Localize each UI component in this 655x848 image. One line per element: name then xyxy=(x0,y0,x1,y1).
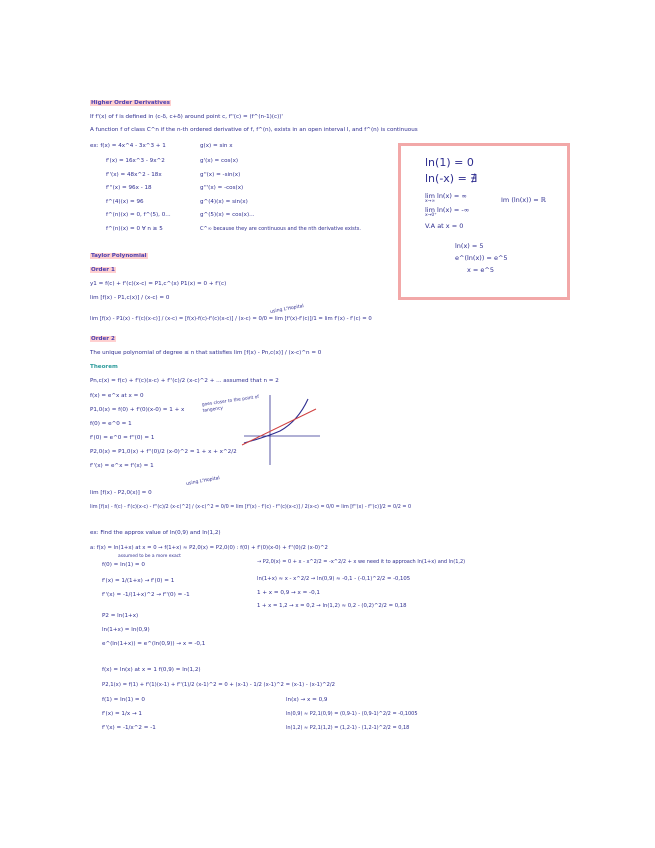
limit-check-1: lim [f(x) - P2,0(x)] = 0 xyxy=(90,490,152,496)
exp-line: f''(x) = e^x = f'(x) = 1 xyxy=(90,463,154,469)
box-eq-2: e^(ln(x)) = e^5 xyxy=(455,254,508,262)
sine-line: g^(5)(x) = cos(x)... xyxy=(200,212,255,218)
box-limit-2-sub: x→0⁺ xyxy=(425,213,437,218)
approx-b-line: f''(x) = -1/x^2 = -1 xyxy=(102,725,156,731)
exp-line: f'(0) = e^0 = f''(0) = 1 xyxy=(90,435,155,441)
order1-line-1: y1 = f(c) + f'(c)(x-c) = P1,c^(x) P1(x) = 0 + f'(c) xyxy=(90,281,227,287)
box-limit-2: lim ln(x) = -∞ xyxy=(425,206,470,214)
approx-right-line: 1 + x = 1,2 → x = 0,2 → ln(1,2) ≈ 0,2 - (0,2)^2/2 = 0,18 xyxy=(257,603,407,609)
theorem-line: Pn,c(x) = f(c) + f'(c)(x-c) + f''(c)/2 (x-c)^2 + ... assumed that n = 2 xyxy=(90,378,279,384)
exp-line: f(x) = e^x at x = 0 xyxy=(90,393,144,399)
order2-heading: Order 2 xyxy=(91,336,115,342)
graph-note: goes closer to the point of tangency xyxy=(201,394,260,414)
lhopital-note: using L'Hopital xyxy=(269,304,305,315)
box-asymptote: V.A at x = 0 xyxy=(425,222,464,230)
limit-check-2: lim [f(x) - f(c) - f'(c)(x-c) - f''(c)/2 (x-c)^2] / (x-c)^2 = 0/0 = lim [f'(x) - f'(c) - f''(c)(x-c)] / 2(x-c) = 0/0 = lim [f''(x) - f''(c)]/2 = 0/2 = 0 xyxy=(90,504,412,510)
sine-note: C^∞ because they are continuous and the nth derivative exists. xyxy=(200,226,361,232)
approx-right-line: 1 + x = 0,9 → x = -0,1 xyxy=(257,590,320,596)
taylor-approx-graph xyxy=(236,393,326,465)
approx-heading: ex: Find the approx value of ln(0,9) and ln(1,2) xyxy=(90,530,221,536)
approx-b-line: P2,1(x) = f(1) + f'(1)(x-1) + f''(1)/2 (x-1)^2 = 0 + (x-1) - 1/2 (x-1)^2 = (x-1) - (x-1)^2/2 xyxy=(102,682,336,688)
approx-left-line: f'(x) = 1/(1+x) → f'(0) = 1 xyxy=(102,578,175,584)
approx-b-line: f'(x) = 1/x → 1 xyxy=(102,711,142,717)
sine-line: g(x) = sin x xyxy=(200,143,233,149)
exp-line: f(0) = e^0 = 1 xyxy=(90,421,132,427)
approx-left-line: P2 = ln(1+x) xyxy=(102,613,139,619)
order2-line: The unique polynomial of degree ≤ n that satisfies lim [f(x) - Pn,c(x)] / (x-c)^n = 0 xyxy=(90,350,322,356)
approx-b-line: f(x) = ln(x) at x = 1 f(0,9) = ln(1,2) xyxy=(102,667,201,673)
box-eq-3: x = e^5 xyxy=(467,266,495,274)
poly-line: f'(x) = 16x^3 - 9x^2 xyxy=(106,158,165,164)
tangent-line xyxy=(242,409,316,445)
poly-line: f^(4)(x) = 96 xyxy=(106,199,144,205)
sine-line: g^(4)(x) = sin(x) xyxy=(200,199,248,205)
sine-line: g'''(x) = -cos(x) xyxy=(200,185,244,191)
approx-right-line: → P2,0(x) = 0 + x - x^2/2 = -x^2/2 + x we need it to approach ln(1+x) and ln(1,2) xyxy=(257,559,466,565)
sine-line: g'(x) = cos(x) xyxy=(200,158,239,164)
approx-left-line: e^(ln(1+x)) = e^(ln(0,9)) → x = -0,1 xyxy=(102,641,206,647)
poly-line: f'''(x) = 96x - 18 xyxy=(106,185,152,191)
box-limit-1: lim ln(x) = ∞ xyxy=(425,192,467,200)
class-definition-line: A function f of class C^n if the n-th ordered derivative of f, f^(n), exists in an open interval I, and f^(n) is continuous xyxy=(90,127,418,133)
approx-left-line: ln(1+x) = ln(0,9) xyxy=(102,627,150,633)
order1-line-3: lim [f(x) - P1(x) - f'(c)(x-c)] / (x-c) = [f(x)-f(c)-f'(c)(x-c)] / (x-c) = 0/0 = lim [f'(x)-f'(c)]/1 = lim f'(x) - f'(c) = 0 xyxy=(90,316,372,322)
approx-b-right-line: ln(1,2) ≈ P2,1(1,2) = (1,2-1) - (1,2-1)^2/2 = 0,18 xyxy=(286,725,410,731)
approx-left-line: f''(x) = -1/(1+x)^2 → f''(0) = -1 xyxy=(102,592,190,598)
box-limit-1-sub: x→∞ xyxy=(425,199,436,204)
lhopital-note-2: using L'Hopital xyxy=(185,476,221,487)
taylor-heading: Taylor Polynomial xyxy=(91,253,147,259)
box-line-2: ln(-x) = ∄ xyxy=(425,172,478,185)
approx-sub-note: assumed to be a more exact xyxy=(118,554,181,559)
box-eq-1: ln(x) = 5 xyxy=(455,242,484,250)
definition-line: If f'(x) of f is defined in (c-δ, c+δ) around point c, f''(c) = (f^(n-1)(c))' xyxy=(90,114,283,120)
poly-line: f''(x) = 48x^2 - 18x xyxy=(106,172,162,178)
approx-b-right-line: ln(x) → x = 0,9 xyxy=(286,697,328,703)
order1-heading: Order 1 xyxy=(91,267,115,273)
order1-line-2: lim [f(x) - P1,c(x)] / (x-c) = 0 xyxy=(90,295,170,301)
log-notes-box xyxy=(398,143,570,300)
poly-line: ex: f(x) = 4x^4 - 3x^3 + 1 xyxy=(90,143,166,149)
approx-b-line: f(1) = ln(1) = 0 xyxy=(102,697,145,703)
exp-line: P1,0(x) = f(0) + f'(0)(x-0) = 1 + x xyxy=(90,407,185,413)
approx-main-line: a: f(x) = ln(1+x) at x = 0 → f(1+x) ≈ P2,0(x) = P2,0(0) : f(0) + f'(0)(x-0) + f''(0)/2 (x-0)^2 xyxy=(90,545,328,551)
poly-line: f^(n)(x) = 0, f^(5), 0... xyxy=(106,212,171,218)
box-line-1: ln(1) = 0 xyxy=(425,156,474,169)
page-title: Higher Order Derivatives xyxy=(91,100,170,106)
sine-line: g''(x) = -sin(x) xyxy=(200,172,241,178)
exp-line: P2,0(x) = P1,0(x) + f''(0)/2 (x-0)^2 = 1 + x + x^2/2 xyxy=(90,449,237,455)
approx-b-right-line: ln(0,9) ≈ P2,1(0,9) = (0,9-1) - (0,9-1)^2/2 = -0,1005 xyxy=(286,711,418,717)
poly-line: f^(n)(x) = 0 ∀ n ≥ 5 xyxy=(106,226,163,232)
approx-left-line: f(0) = ln(1) = 0 xyxy=(102,562,145,568)
theorem-label: Theorem xyxy=(90,364,118,370)
approx-right-line: ln(1+x) ≈ x - x^2/2 → ln(0,9) ≈ -0,1 - (-0,1)^2/2 = -0,105 xyxy=(257,576,411,582)
box-image-note: Im (ln(x)) = ℝ xyxy=(501,196,546,204)
